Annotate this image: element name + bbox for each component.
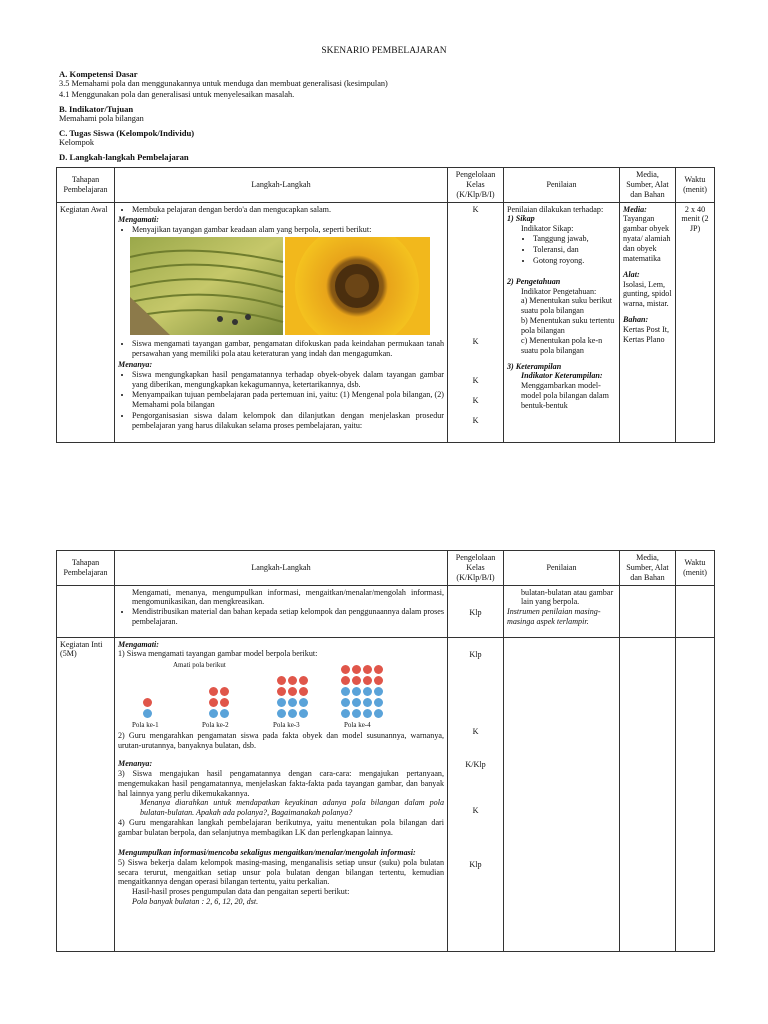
alat-text: Isolasi, Lem, gunting, spidol warna, mistar. [623,279,672,309]
kd-3-5: 3.5 Memahami pola dan menggunakannya untuk menduga dan membuat generalisasi (kesimpulan) [59,79,388,89]
menanya-heading-2: Menanya: [118,759,153,769]
waktu-cell: 2 x 40 menit (2 JP) [676,202,715,442]
document-title: SKENARIO PEMBELAJARAN [321,46,447,56]
keterampilan-indikator: Indikator Keterampilan: [521,371,603,381]
keterampilan-text: Menggambarkan model-model pola bilangan dalam bentuk-bentuk [521,381,609,411]
sikap-item-3: • Gotong royong. [533,256,616,266]
step-m1: • Menyajikan tayangan gambar keadaan alam yang berpola, seperti berikut: [132,225,444,235]
section-c [59,128,719,149]
step-n2: • Menyampaikan tujuan pembelajaran pada pertemuan ini, yaitu: (1) Mengenal pola bilangan, (2) Memahami pola bilangan [132,390,444,410]
langkah-lanjutan-cell [115,585,448,637]
pola-3 [276,675,309,719]
k-s3: K/Klp [465,760,486,770]
k-n3: K [472,416,479,426]
k-s2: K [472,727,479,737]
penilaian-lanjutan-cell [504,585,620,637]
langkah-inti-cell [115,637,448,951]
nature-images [130,237,430,335]
header-pengelolaan-2: Pengelolaan Kelas (K/Klp/B/I) [448,551,504,586]
pola-label-4: Pola ke-4 [344,721,371,730]
mengamati-heading-2: Mengamati: [118,639,159,649]
section-d-heading: D. Langkah-langkah Pembelajaran [59,152,189,162]
pengetahuan-c: c) Menentukan pola ke-n suatu pola bilangan [521,335,603,355]
penilaian-awal-cell [504,202,620,442]
step-n1: • Siswa mengungkapkan hasil pengamatannya terhadap obyek-obyek dalam tayangan gambar yang diberikan, mengungkapkan kekagumannya, ketertarikannya, dsb. [132,370,444,390]
header-waktu-2: Waktu (menit) [676,551,715,586]
penilaian-intro: Penilaian dilakukan terhadap: [507,204,604,214]
section-b-heading: B. Indikator/Tujuan [59,104,134,114]
stage-kegiatan-awal: Kegiatan Awal [57,202,115,442]
indikator-text: Memahami pola bilangan [59,114,144,124]
step-n3: • Pengorganisasian siswa dalam kelompok dan dilanjutkan dengan menjelaskan prosedur pembelajaran yang harus dilakukan selama proses pembelajaran, yaitu: [132,411,444,431]
pola-label-3: Pola ke-3 [273,721,300,730]
header-langkah: Langkah-Langkah [115,168,448,203]
step-s4: 4) Guru mengarahkan langkah pembelajaran berikutnya, yaitu menentukan pola bilangan dari gambar bulatan berpola, dan selanjutnya membagikan LK dan perlengkapan lainnya. [118,818,444,838]
k-s4: K [472,806,479,816]
k-open: K [472,204,479,214]
media-text: Tayangan gambar obyek nyata/ alamiah dan obyek matematika [623,214,671,263]
k-s1: Klp [469,649,482,659]
pola-2 [208,686,230,719]
cont-penilaian-1: bulatan-bulatan atau gambar lain yang berpola. [521,587,614,607]
k-s5: Klp [469,860,482,870]
header-tahapan: Tahapan Pembelajaran [57,168,115,203]
section-a-heading: A. Kompetensi Dasar [59,69,138,79]
cont-penilaian-2: Instrumen penilaian masing-masinga aspek terlampir. [507,607,601,627]
sunflower-image [285,237,430,335]
step-s2: 2) Guru mengarahkan pengamatan siswa pada fakta obyek dan model susunannya, warnanya, urutan-urutannya, banyaknya bulatan, dsb. [118,731,444,751]
mengamati-heading: Mengamati: [118,215,159,225]
header-waktu: Waktu (menit) [676,168,715,203]
kd-4-1: 4.1 Menggunakan pola dan generalisasi untuk menyelesaikan masalah. [59,89,295,99]
step-s3-italic: Menanya diarahkan untuk mendapatkan keyakinan adanya pola bilangan dalam pola bulatan-bulatan. Apakah ada polanya?, Bagaimanakah polanya? [140,798,444,818]
langkah-awal-cell [115,202,448,442]
step-open: • Membuka pelajaran dengan berdo'a dan mengucapkan salam. [132,205,444,215]
step-s1: 1) Siswa mengamati tayangan gambar model berpola berikut: [118,649,318,659]
sikap-item-1: • Tanggung jawab, [533,234,616,244]
media-heading: Media: [623,204,647,214]
pengetahuan-indikator: Indikator Pengetahuan: [521,286,597,296]
sikap-number: 1) [507,214,514,224]
section-b [59,104,719,125]
header-media-2: Media, Sumber, Alat dan Bahan [620,551,676,586]
step-s5c: Pola banyak bulatan : 2, 6, 12, 20, dst. [132,897,259,907]
pola-4 [340,664,384,719]
header-media: Media, Sumber, Alat dan Bahan [620,168,676,203]
alat-heading: Alat: [623,269,640,279]
pengelolaan-inti-cell [448,637,504,951]
pengelolaan-lanjutan-cell [448,585,504,637]
header-penilaian-2: Penilaian [504,551,620,586]
rice-terrace-image [130,237,283,335]
stage-kegiatan-inti: Kegiatan Inti (5M) [57,637,115,951]
pola-label-2: Pola ke-2 [202,721,229,730]
section-d [59,152,719,162]
mengumpulkan-heading: Mengumpulkan informasi/mencoba sekaligus mengaitkan/menalar/mengolah informasi: [118,847,416,857]
pola-figure [118,661,444,731]
header-langkah-2: Langkah-Langkah [115,551,448,586]
dot-red [143,698,152,707]
header-penilaian: Penilaian [504,168,620,203]
dot-blue [143,709,152,718]
pola-1 [142,697,153,719]
menanya-heading: Menanya: [118,359,153,369]
media-cell [620,202,676,442]
section-a [59,69,719,100]
cont-text-2: • Mendistribusikan material dan bahan kepada setiap kelompok dan penggunaannya dalam proses pembelajaran. [132,607,444,627]
keterampilan-number: 3) [507,361,514,371]
pengetahuan-a: a) Menentukan suku berikut suatu pola bilangan [521,296,613,316]
bahan-text: Kertas Post It, Kertas Plano [623,325,670,344]
k-n1: K [472,376,479,386]
pengetahuan-heading: Pengetahuan [515,276,561,286]
table-langkah-2 [56,550,715,952]
section-c-heading: C. Tugas Siswa (Kelompok/Individu) [59,128,195,138]
sikap-heading: Sikap [515,214,535,224]
header-pengelolaan: Pengelolaan Kelas (K/Klp/B/I) [448,168,504,203]
pola-label-1: Pola ke-1 [132,721,159,730]
k-n2: K [472,396,479,406]
sikap-item-2: • Toleransi, dan [533,245,616,255]
bahan-heading: Bahan: [623,315,649,325]
cont-text-1: Mengamati, menanya, mengumpulkan informasi, mengaitkan/menalar/mengolah informasi, mengomunikasikan, dan mengkreasikan. [132,587,444,607]
tugas-text: Kelompok [59,138,95,148]
sikap-indikator: Indikator Sikap: [521,224,574,234]
k-cont: Klp [469,607,482,617]
pengetahuan-number: 2) [507,276,514,286]
pengelolaan-awal-cell [448,202,504,442]
step-s5b: Hasil-hasil proses pengumpulan data dan pengaitan seperti berikut: [132,887,350,897]
keterampilan-heading: Keterampilan [515,361,562,371]
step-s5: 5) Siswa bekerja dalam kelompok masing-masing, menganalisis setiap unsur (suku) pola bulatan secara terurut, mengaitkan setiap unsur pola bulatan dengan bilangan tertentu, kemudian mengaitkannya dengan operasi bilangan tertentu, yaitu perkalian. [118,857,444,887]
table-langkah-1 [56,167,715,443]
step-s3: 3) Siswa mengajukan hasil pengamatannya dengan cara-cara: mengajukan pertanyaan, mengemukakan hasil pengamatannya, menjelaskan fakta-fakta pada tayangan gambar, dan banyak hal lainnya yang perlu dikemukakannya. [118,768,444,798]
pengetahuan-b: b) Menentukan suku tertentu pola bilangan [521,316,615,336]
header-tahapan-2: Tahapan Pembelajaran [57,551,115,586]
step-m2: • Siswa mengamati tayangan gambar, pengamatan difokuskan pada keindahan permukaan tanah persawahan yang memiliki pola atau keteraturan yang indah dan mengagumkan. [132,339,444,359]
pola-caption: Amati pola berikut [173,661,226,670]
k-m2: K [472,337,479,347]
